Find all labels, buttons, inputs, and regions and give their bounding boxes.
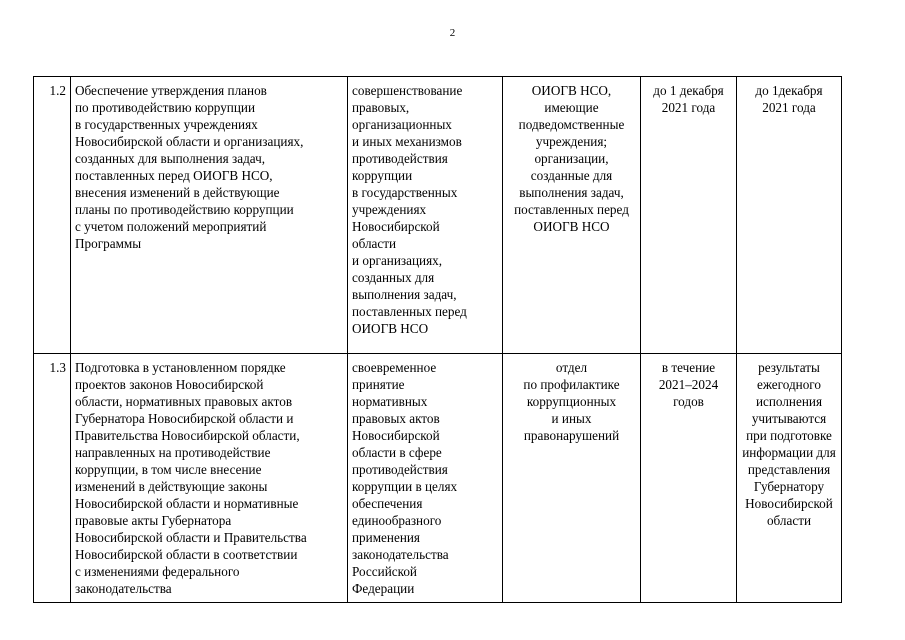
text-line: в течение (661, 360, 716, 375)
text-line: Губернатора Новосибирской области и (75, 411, 294, 426)
text-line: учитываются (751, 411, 827, 426)
text-line: области в сфере (352, 445, 442, 460)
cell-activity (71, 77, 348, 354)
text-line: внесения изменений в действующие (75, 185, 280, 200)
text-line: законодательства (352, 547, 449, 562)
text-line: ежегодного (757, 377, 821, 392)
text-line: созданных для выполнения задач, (75, 151, 266, 166)
text-line: коррупции (352, 168, 413, 183)
table-row (34, 77, 842, 354)
text-line: Программы (75, 236, 142, 251)
text-line: единообразного (352, 513, 442, 528)
cell-result (737, 354, 842, 603)
text-line: поставленных перед (352, 304, 467, 319)
cell-number: 1.2 (34, 77, 71, 354)
text-line: в государственных учреждениях (75, 117, 258, 132)
text-line: в государственных (352, 185, 458, 200)
text-line: до 1 декабря (653, 83, 724, 98)
text-line: изменений в действующие законы (75, 479, 268, 494)
text-line: ОИОГВ НСО, (531, 83, 612, 98)
text-line: поставленных перед (514, 202, 629, 217)
text-line: и иных механизмов (352, 134, 462, 149)
text-line: коррупции в целях (352, 479, 458, 494)
text-line: с изменениями федерального (75, 564, 240, 579)
text-line: годов (673, 394, 704, 409)
text-line: поставленных перед ОИОГВ НСО, (75, 168, 273, 183)
text-line: правовых, (352, 100, 410, 115)
text-line: с учетом положений мероприятий (75, 219, 267, 234)
text-line: законодательства (75, 581, 172, 596)
text-line: учреждения; (535, 134, 608, 149)
text-line: Подготовка в установленном порядке (75, 360, 286, 375)
text-line: Правительства Новосибирской области, (75, 428, 300, 443)
page-number: 2 (449, 27, 456, 39)
text-line: организационных (352, 117, 452, 132)
cell-number: 1.3 (34, 354, 71, 603)
text-line: Новосибирской (745, 496, 833, 511)
text-line: совершенствование (352, 83, 463, 98)
text-line: подведомственные (518, 117, 625, 132)
text-line: коррупционных (526, 394, 617, 409)
text-line: своевременное (352, 360, 437, 375)
text-line: правовые акты Губернатора (75, 513, 232, 528)
text-line: 2021 года (762, 100, 816, 115)
text-line: выполнения задач, (352, 287, 457, 302)
text-line: правовых актов (352, 411, 440, 426)
cell-deadline (641, 354, 737, 603)
text-line: и иных (551, 411, 592, 426)
cell-executor (503, 77, 641, 354)
text-line: результаты (758, 360, 820, 375)
cell-deadline (641, 77, 737, 354)
text-line: Новосибирской области в соответствии (75, 547, 298, 562)
text-line: выполнения задач, (519, 185, 624, 200)
text-line: Новосибирской (352, 219, 440, 234)
text-line: направленных на противодействие (75, 445, 271, 460)
text-line: Новосибирской области и организациях, (75, 134, 304, 149)
text-line: 2021–2024 (658, 377, 719, 392)
text-line: отдел (555, 360, 588, 375)
text-line: созданных для (352, 270, 435, 285)
text-line: по противодействию коррупции (75, 100, 256, 115)
text-line: применения (352, 530, 420, 545)
text-line: области, нормативных правовых актов (75, 394, 293, 409)
measures-table-body (34, 77, 842, 603)
cell-result (737, 77, 842, 354)
text-line: Обеспечение утверждения планов (75, 83, 267, 98)
cell-activity (71, 354, 348, 603)
text-line: созданные для (530, 168, 613, 183)
text-line: Российской (352, 564, 417, 579)
text-line: противодействия (352, 151, 448, 166)
text-line: планы по противодействию коррупции (75, 202, 294, 217)
cell-executor (503, 354, 641, 603)
text-line: Новосибирской (352, 428, 440, 443)
text-line: ОИОГВ НСО (352, 321, 429, 336)
text-line: по профилактике (523, 377, 620, 392)
text-line: учреждениях (352, 202, 427, 217)
text-line: противодействия (352, 462, 448, 477)
text-line: представления (747, 462, 831, 477)
text-line: области (352, 236, 397, 251)
text-line: принятие (352, 377, 405, 392)
text-line: правонарушений (523, 428, 620, 443)
text-line: Новосибирской области и Правительства (75, 530, 307, 545)
table-row (34, 354, 842, 603)
text-line: при подготовке (746, 428, 832, 443)
text-line: ОИОГВ НСО (533, 219, 610, 234)
text-line: и организациях, (352, 253, 443, 268)
measures-table (33, 76, 842, 603)
text-line: имеющие (544, 100, 599, 115)
text-line: коррупции, в том числе внесение (75, 462, 262, 477)
cell-goal (348, 354, 503, 603)
text-line: до 1декабря (755, 83, 823, 98)
text-line: организации, (534, 151, 609, 166)
text-line: проектов законов Новосибирской (75, 377, 264, 392)
cell-goal (348, 77, 503, 354)
text-line: обеспечения (352, 496, 423, 511)
text-line: области (766, 513, 812, 528)
text-line: информации для (742, 445, 836, 460)
text-line: Губернатору (753, 479, 825, 494)
text-line: нормативных (352, 394, 428, 409)
text-line: Новосибирской области и нормативные (75, 496, 299, 511)
text-line: 2021 года (661, 100, 716, 115)
text-line: исполнения (755, 394, 823, 409)
text-line: Федерации (352, 581, 415, 596)
